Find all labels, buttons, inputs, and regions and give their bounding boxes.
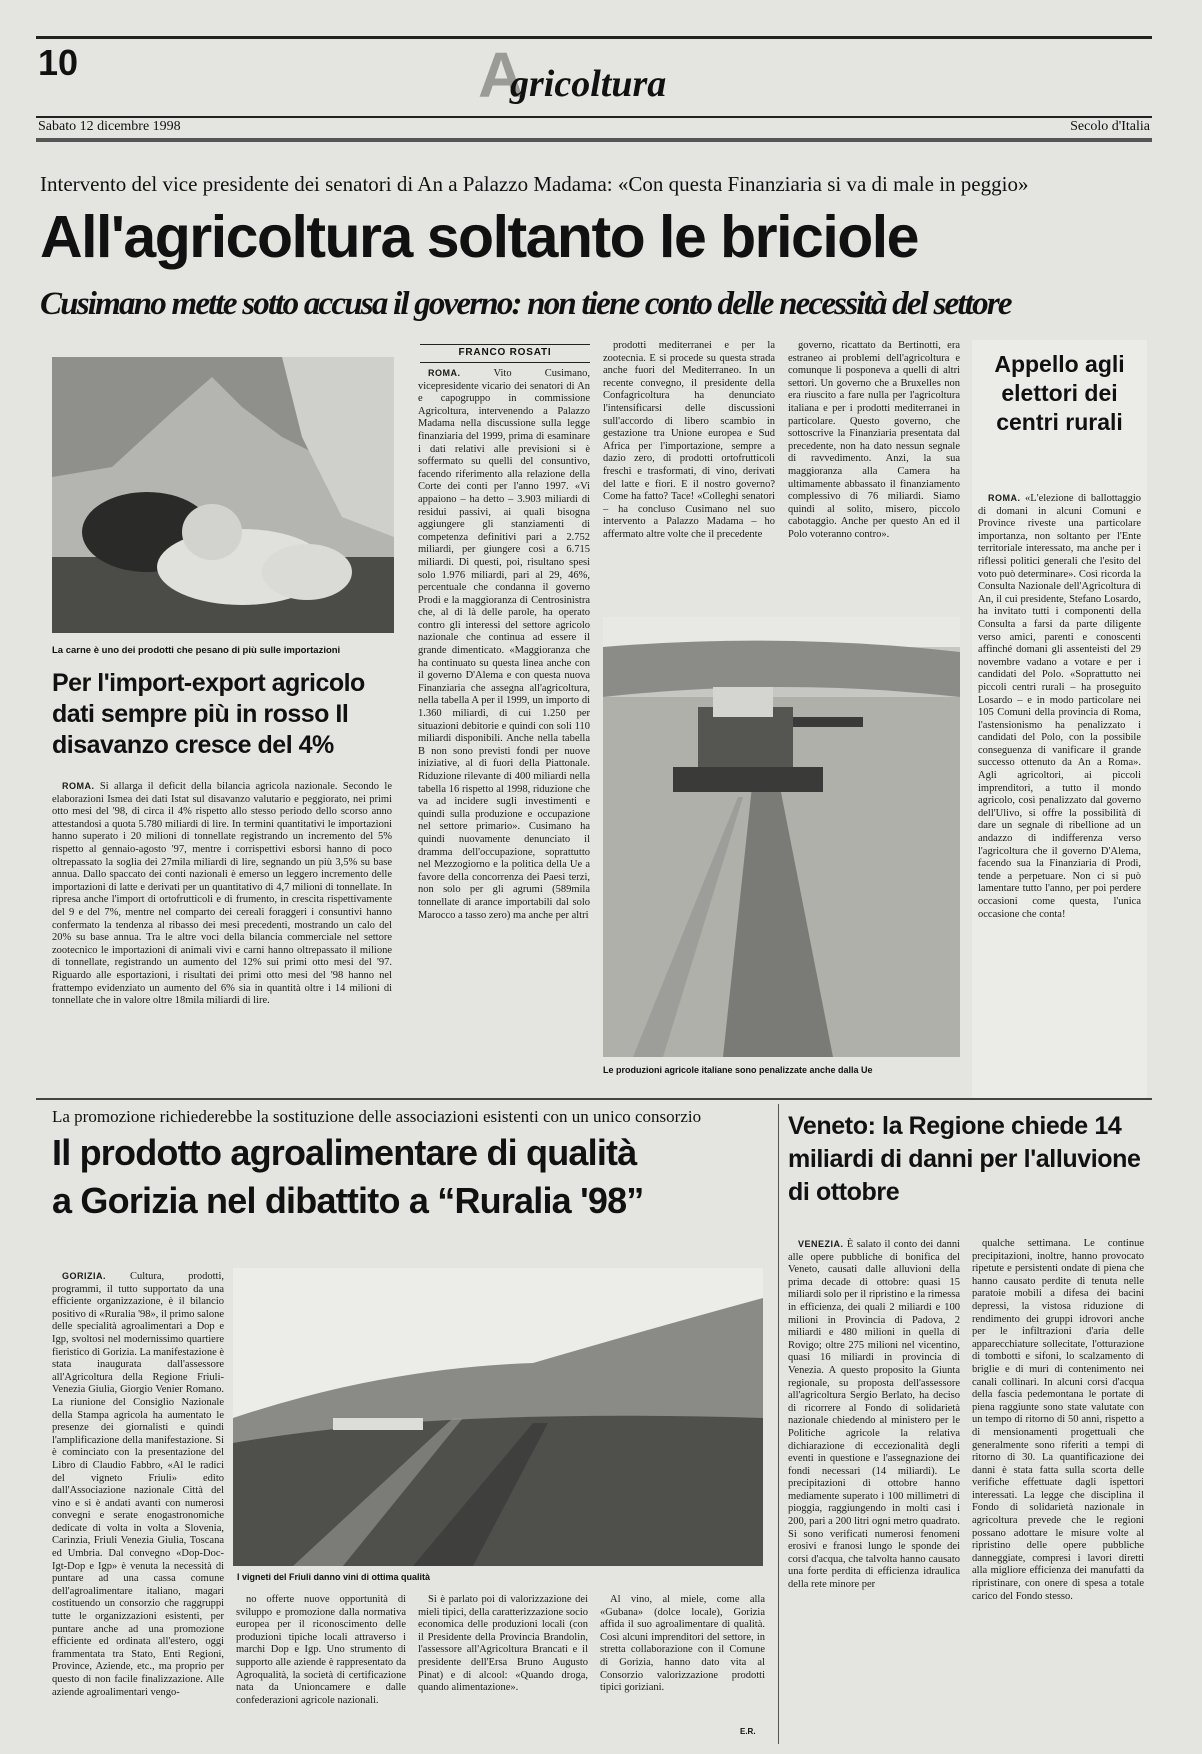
gorizia-headline-1: Il prodotto agroalimentare di qualità (52, 1132, 637, 1173)
harvest-caption: Le produzioni agricole italiane sono penalizzate anche dalla Ue (603, 1065, 873, 1075)
gorizia-col-2 (236, 1594, 406, 1740)
vineyard-caption: I vigneti del Friuli danno vini di ottima qualità (237, 1572, 431, 1582)
byline-rule-top (420, 344, 590, 345)
appeal-text: «L'elezione di ballottaggio di domani in alcuni Comuni e Province riveste una particolare importanza, non soltanto per l'Ente territoriale interessato, ma anche per i riflessi politici generali che l'esito del voto può determinare». Così ricorda la Consulta Nazionale dell'Agricoltura di An, il cui presidente, Stefano Losardo, ha invitato tutti i componenti della Consulta a farsi da parte diligente verso amici, parenti e conoscenti affinché domani gli assenteisti del 29 novembre vadano a votare e per i candidati del Polo. «Soprattutto nei piccoli centri rurali – ha proseguito Losardo – e in modo particolare nei 105 Comuni della provincia di Roma, l'astensionismo ha penalizzato i candidati del Polo, con la possibile conseguenza di vanificare il grande successo ottenuto da An a Roma». Agli agricoltori, ai piccoli imprenditori, a tutto il mondo agricolo, così penalizzato dal governo dell'Ulivo, si offre la possibilità di dare un segnale di ribellione ad un andazzo di indifferenza verso l'agricoltura che il governo D'Alema, facendo sua la Finanziaria di Prodi, tende a perpetuare. Non ci si può lamentare tutto l'anno, per poi perdere occasioni come questa, l'unica occasione che conta! (978, 493, 1141, 920)
appeal-dateline: ROMA. (988, 493, 1021, 503)
gorizia-signature: E.R. (740, 1727, 756, 1736)
cows-photo (52, 357, 394, 633)
veneto-dateline: VENEZIA. (798, 1239, 844, 1249)
main-col-2 (603, 340, 775, 610)
import-headline: Per l'import-export agricolo dati sempre più in rosso Il disavanzo cresce del 4% (52, 669, 365, 759)
main-subhead: Cusimano mette sotto accusa il governo: non tiene conto delle necessità del settore (40, 286, 1011, 322)
gorizia-col-2-text: no offerte nuove opportunità di sviluppo e promozione dalla normativa europea per il riconoscimento delle produzioni tipiche locali attraverso i marchi Dop e Igp. Uno strumento di supporto alle aziende è rappresentato da Agroqualità, la società di certificazione nata da Unioncamere e dalle confederazioni agricole nazionali. (236, 1594, 406, 1706)
gorizia-headline-2: a Gorizia nel dibattito a “Ruralia '98” (52, 1180, 644, 1221)
main-col-3 (788, 340, 960, 610)
gorizia-col-3-text: Si è parlato poi di valorizzazione dei mieli tipici, della caratterizzazione socio economica delle produzioni locali (con il Presidente della Provincia Brandolin, l'assessore all'Agricoltura Brancati e il presidente dell'Ersa Bruno Augusto Pinat) e di alcool: «Quando droga, quando alimentazione». (418, 1594, 588, 1694)
gorizia-kicker: La promozione richiederebbe la sostituzione delle associazioni esistenti con un unico consorzio (52, 1107, 702, 1126)
gorizia-col-3 (418, 1594, 588, 1740)
cows-caption: La carne è uno dei prodotti che pesano di più sulle importazioni (52, 645, 341, 656)
main-kicker: Intervento del vice presidente dei senatori di An a Palazzo Madama: «Con questa Finanziaria si va di male in peggio» (40, 172, 1029, 196)
appeal-box (972, 340, 1147, 1098)
main-col-3-text: governo, ricattato da Bertinotti, era estraneo ai problemi dell'agricoltura e comunque li posponeva a quelli di altri settori. Un governo che a Bruxelles non era riuscito a fare nulla per l'agricoltura italiana e per i prodotti mediterranei in particolare. Questo governo, che sottoscrive la Finanziaria presentata dal precedente, non ha dato nessun segnale di ravvedimento. Anzi, la sua maggioranza alla Camera ha ultimamente abbassato il finanziamento complessivo di 76 miliardi. Siamo quindi al solito, misero, piccolo cabotaggio. Anche per questo An ed il Polo voteranno contro». (788, 340, 960, 540)
header-rule (36, 138, 1152, 142)
import-text: Si allarga il deficit della bilancia agricola nazionale. Secondo le elaborazioni Ismea dei dati Istat sul disavanzo valutario e peggiorato, nei primi otto mesi del '98, di circa il 4% rispetto allo stesso periodo dello scorso anno attestandosi a quota 5.780 miliardi di lire. In termini quantitativi le importazioni hanno superato i 20 milioni di tonnellate registrando un incremento del 5% rispetto al gennaio-agosto '97, mentre i corrispettivi esborsi hanno di poco oltrepassato la soglia dei 27mila miliardi di lire, segnando un più 3,5% su base annua. Dallo spaccato dei conti nazionali è emerso un leggero incremento delle importazioni di latte e derivati per un quantitativo di 4,7 milioni di tonnellate. In ripresa anche l'import di ortofrutticoli e di frumento, in crescita rispettivamente del 9 e del 7%, mentre nel comparto dei cereali foraggeri i consuntivi hanno confermato la tendenza al ribasso dei mesi precedenti, mostrando un calo del 20% su base annua. Tra le altre voci della bilancia commerciale nel settore zootecnico le importazioni di animali vivi e carni hanno oltrepassato il milione di tonnellate, registrando un aumento del 12% sui primi otto mesi del '97. Riguardo alle esportazioni, i risultati dei primi otto mesi del '98 hanno nel frattempo evidenziato un aumento del 6% sia in quantità oltre i 14 milioni di tonnellate che in valore oltre 18mila miliardi di lire. (52, 781, 392, 1007)
section-divider (36, 1098, 1152, 1100)
gorizia-col-1-text: Cultura, prodotti, programmi, il tutto supportato da una efficiente organizzazione, è il bilancio positivo di «Ruralia '98», il primo salone delle specialità agroalimentari a Dop e Igp, svoltosi nel modernissimo quartiere fieristico di Gorizia. La manifestazione è stata inaugurata dall'assessore all'Agricoltura della Regione Friuli-Venezia Giulia, Giorgio Venier Romano. La riunione del Consiglio Nazionale della Stampa agricola ha aumentato le presenze dei giornalisti e quindi l'amplificazione della manifestazione. Si è cominciato con la presentazione del Libro di Claudio Fabbro, «Al le radici del vigneto Friuli» edito dall'Associazione nazionale Città del vino e si è andati avanti con numerosi convegni e serate enogastronomiche dedicate di volta in volta a Slovenia, Carinzia, Friuli Venezia Giulia, Toscana ed Umbria. Dal convegno «Dop-Doc-Igt-Dop e Igp» è venuta la necessità di puntare ad una cassa comune dell'agroalimentare italiano, magari costituendo un consorzio che raggruppi tutte le organizzazioni esistenti, per puntare anche ad una promozione efficiente ed ordinata all'estero, oggi frammentata tra Stato, Enti Regioni, Province, Aziende, etc., ma proprio per questo di non facile finalizzazione. Alle aziende agroalimentari vengo- (52, 1271, 224, 1698)
gorizia-col-1 (52, 1270, 224, 1740)
section-initial: A (478, 39, 525, 111)
page-number: 10 (38, 42, 79, 83)
top-rule (36, 36, 1152, 39)
appeal-headline: Appello agli elettori dei centri rurali (994, 351, 1125, 435)
veneto-col-2-text: qualche settimana. Le continue precipitazioni, inoltre, hanno provocato ripetute e persistenti ondate di piena che hanno causato perdite di tenuta nelle paratoie mobili a difesa dei bacini depressi, la vistosa riduzione di rendimento dei gruppi idrovori anche per le infiltrazioni d'aria delle apparecchiature sollecitate, l'otturazione di tombotti e sifoni, lo scalzamento di briglie e di muri di contenimento nei canali collinari. In alcuni corsi d'acqua della fascia pedemontana le portate di piena raggiunte sono state valutate con un tempo di ritorno di 50 anni, rispetto a di mensionamenti progettuali che generalmente sono riferiti a tempi di ritorno di 30. La quantificazione dei danni è stata fatta sulla scorta delle verifiche effettuate dagli ispettori interessati. La legge che disciplina il Fondo di solidarietà nazionale in agricoltura prevede che le regioni possano adottare le misure volte al ripristino delle opere pubbliche danneggiate, compresi i lavori diretti alla migliore efficienza dei manufatti da ripristinare, con onere di spesa a totale carico del Fondo stesso. (972, 1238, 1144, 1602)
byline: FRANCO ROSATI (458, 347, 552, 358)
import-dateline: ROMA. (62, 781, 95, 791)
column-divider (778, 1104, 779, 1744)
appeal-article (978, 492, 1141, 1087)
import-article (52, 780, 392, 1065)
vineyard-photo (233, 1268, 763, 1566)
harvest-photo (603, 617, 960, 1057)
veneto-col-1 (788, 1238, 960, 1740)
section-name: gricoltura (510, 63, 667, 105)
main-col-1-text: Vito Cusimano, vicepresidente vicario dei senatori di An e capogruppo in commissione Agricoltura, intervenendo a Palazzo Madama nella discussione sulla legge finanziaria del 1999, prima di esaminare i dati relativi alle previsioni si è soffermato su quelli del consuntivo, facendo riferimento alla relazione della Corte dei conti per l'anno 1997. «Vi appaiono – ha detto – 3.903 miliardi di residui passivi, ai quali bisogna aggiungere gli stanziamenti di competenza definitivi pari a 2.752 miliardi, per giungere così a 6.715 miliardi. Di questi, poi, risultano spesi solo 1.976 miliardi, pari al 29, 46%, percentuale che condanna il governo Prodi e la maggioranza di Centrosinistra che, al di là delle parole, ha operato contro gli interessi del settore agricolo nazionale che continua ad essere il grande dimenticato. «Maggioranza che ha continuato su questa linea anche con il governo D'Alema e con questa nuova Finanziaria che assegna all'agricoltura, nella tabella A per il 1999, un importo di 1.360 miliardi, di cui 1.250 per situazioni debitorie e quindi con soli 110 miliardi disponibili. Anche nella tabella B non sono previsti fondi per nuove iniziative, al di fuori della Piattonale. Riduzione rilevante di 400 miliardi nella tabella 16 rispetto al 1998, riduzione che va ad incidere sugli investimenti e quindi sulla produzione e occupazione nel settore primario». Cusimano ha quindi nuovamente denunciato il dramma dell'occupazione, soprattutto nel Mezzogiorno e la politica della Ue a favore della concorrenza dei Paesi terzi, non solo per gli agrumi (589mila tonnellate di arance importabili dal solo Marocco a tasso zero) ma anche per altri (418, 368, 590, 921)
main-dateline: ROMA. (428, 368, 461, 378)
gorizia-dateline: GORIZIA. (62, 1271, 106, 1281)
main-col-2-text: prodotti mediterranei e per la zootecnia. E si procede su questa strada anche fuori del Mediterraneo. In un recente convegno, il presidente della Confagricoltura ha denunciato l'intensificarsi delle discussioni sull'accordo di libero scambio in gestazione tra Unione europea e Sud Africa per l'importazione, sempre a dazio zero, di prodotti ortofrutticoli freschi e trasformati, di vino, derivati del latte e fiori. E il nostro governo? Come ha fatto? Tace! «Colleghi senatori – ha concluso Cusimano nel suo intervento a Palazzo Madama – ho affermato altre volte che il precedente (603, 340, 775, 540)
veneto-col-1-text: È salato il conto dei danni alle opere pubbliche di bonifica del Veneto, causati dalle alluvioni della prima decade di ottobre: quasi 15 miliardi solo per il ripristino e la rimessa in efficienza, dei quali 2 miliardi e 100 milioni in Provincia di Padova, 2 miliardi e 480 milioni in quella di Rovigo; oltre 275 milioni nel vicentino, quasi 16 miliardi in provincia di Venezia. A questo proposito la Giunta regionale, su proposta dell'assessore all'agricoltura Sergio Berlato, ha deciso di ricorrere al Fondo di solidarietà nazionale chiedendo al ministero per le Politiche agricole la relativa dichiarazione di eccezionalità degli eventi in questione e l'assegnazione dei fondi necessari (14 miliardi). Le precipitazioni di ottobre hanno mediamente superato i 100 millimetri di pioggia, raggiungendo in molti casi i 200, pari a 200 litri ogni metro quadrato. Si sono verificati numerosi fenomeni erosivi e franosi lungo le sponde dei corsi d'acqua, che talvolta hanno causato una forte perdita di efficienza idraulica della rete minore per (788, 1239, 960, 1591)
main-col-1 (418, 367, 590, 1072)
masthead-rule (36, 116, 1152, 118)
gorizia-col-4-text: Al vino, al miele, come alla «Gubana» (dolce locale), Gorizia affida il suo agroalimentare di qualità. Così alcuni imprenditori del settore, in stretta collaborazione con il Comune di Gorizia, hanno dato vita al Consorzio valorizzazione prodotti tipici goriziani. (600, 1594, 765, 1694)
veneto-col-2 (972, 1238, 1144, 1740)
byline-rule-bottom (420, 362, 590, 363)
veneto-headline: Veneto: la Regione chiede 14 miliardi di danni per l'alluvione di ottobre (788, 1112, 1141, 1206)
gorizia-col-4 (600, 1594, 765, 1724)
newspaper-name: Secolo d'Italia (1070, 119, 1150, 134)
main-headline: All'agricoltura soltanto le briciole (40, 204, 918, 270)
issue-date: Sabato 12 dicembre 1998 (38, 119, 181, 134)
